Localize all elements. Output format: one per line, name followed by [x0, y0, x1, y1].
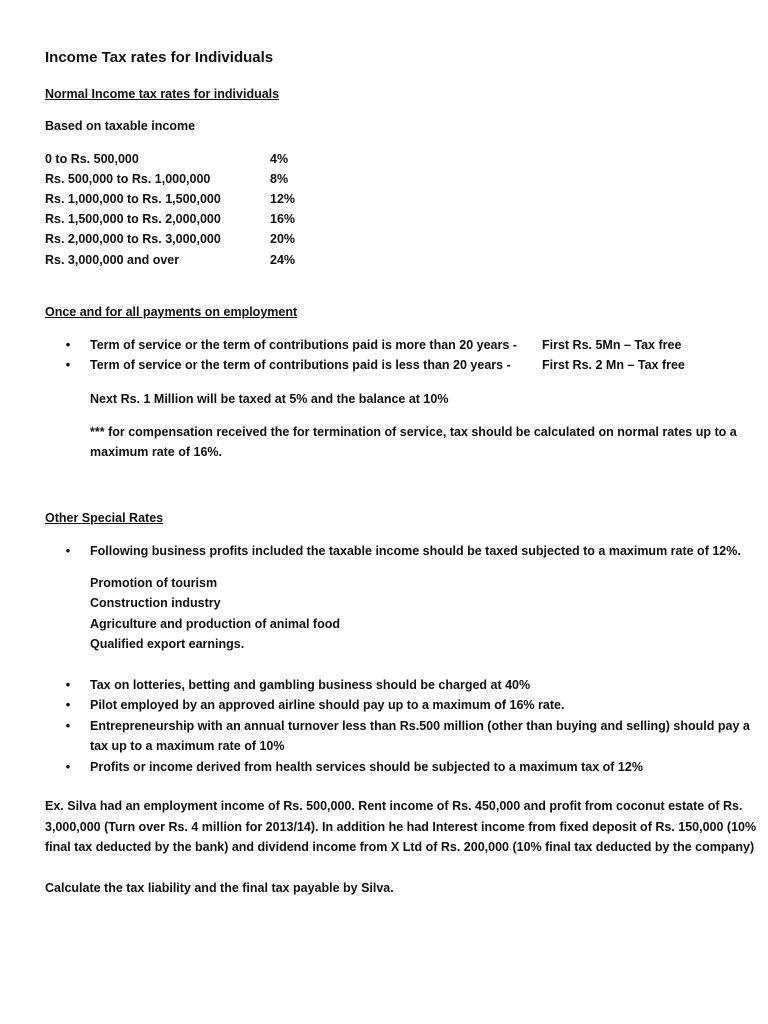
special-rates-heading: Other Special Rates [45, 511, 164, 525]
list-item-text: Tax on lotteries, betting and gambling business should be charged at 40% [90, 678, 531, 692]
list-item-continuation: tax up to a maximum rate of 10% [90, 739, 285, 753]
compensation-note-line2: maximum rate of 16%. [90, 445, 222, 459]
sector-item: Promotion of tourism [90, 576, 218, 590]
example-line2: 3,000,000 (Turn over Rs. 4 million for 2013/14). In addition he had Interest income from fixed deposit of Rs. 150,000 (10% [45, 820, 757, 834]
sector-item: Agriculture and production of animal food [90, 617, 340, 631]
compensation-note-line1: *** for compensation received the for termination of service, tax should be calculated on normal rates up to a [90, 425, 737, 439]
example-line1: Ex. Silva had an employment income of Rs. 500,000. Rent income of Rs. 450,000 and profit from coconut estate of Rs. [45, 799, 743, 813]
rate-band: Rs. 1,000,000 to Rs. 1,500,000 [45, 192, 221, 206]
sector-item: Construction industry [90, 596, 221, 610]
rate-band: Rs. 500,000 to Rs. 1,000,000 [45, 172, 211, 186]
list-item-text: Term of service or the term of contributions paid is more than 20 years - [90, 338, 517, 352]
sector-item: Qualified export earnings. [90, 637, 245, 651]
list-item [62, 695, 722, 715]
rate-value: 20% [270, 232, 296, 246]
next-million-text: Next Rs. 1 Million will be taxed at 5% and the balance at 10% [90, 392, 449, 406]
example-line3: final tax deducted by the bank) and dividend income from X Ltd of Rs. 200,000 (10% final tax deducted by the company) [45, 840, 755, 854]
rate-value: 4% [270, 152, 289, 166]
page-title: Income Tax rates for Individuals [45, 49, 274, 66]
list-item-text: Following business profits included the taxable income should be taxed subjected to a maximum rate of 12%. [90, 544, 741, 558]
bullet-icon: • [65, 358, 71, 372]
list-item-text: Entrepreneurship with an annual turnover less than Rs.500 million (other than buying and selling) should pay a [90, 719, 750, 733]
employment-payments-heading: Once and for all payments on employment [45, 305, 298, 319]
list-item-note: First Rs. 2 Mn – Tax free [542, 358, 685, 372]
list-item-text: Profits or income derived from health services should be subjected to a maximum tax of 12% [90, 760, 643, 774]
normal-rates-basis: Based on taxable income [45, 119, 196, 133]
bullet-icon: • [65, 719, 71, 733]
rate-band: 0 to Rs. 500,000 [45, 152, 139, 166]
bullet-icon: • [65, 760, 71, 774]
rate-value: 8% [270, 172, 289, 186]
rate-band: Rs. 3,000,000 and over [45, 253, 180, 267]
list-item [62, 716, 750, 736]
bullet-icon: • [65, 544, 71, 558]
bullet-icon: • [65, 698, 71, 712]
list-item-text: Pilot employed by an approved airline should pay up to a maximum of 16% rate. [90, 698, 565, 712]
bullet-icon: • [65, 338, 71, 352]
rate-band: Rs. 2,000,000 to Rs. 3,000,000 [45, 232, 221, 246]
rate-value: 24% [270, 253, 296, 267]
example-question: Calculate the tax liability and the final tax payable by Silva. [45, 881, 394, 895]
list-item-text: Term of service or the term of contributions paid is less than 20 years - [90, 358, 511, 372]
rate-value: 12% [270, 192, 296, 206]
bullet-icon: • [65, 678, 71, 692]
list-item [62, 757, 722, 777]
rate-value: 16% [270, 212, 296, 226]
rate-band: Rs. 1,500,000 to Rs. 2,000,000 [45, 212, 221, 226]
list-item [62, 541, 741, 561]
list-item-note: First Rs. 5Mn – Tax free [542, 338, 682, 352]
normal-rates-heading: Normal Income tax rates for individuals [45, 87, 280, 101]
list-item [62, 675, 722, 695]
